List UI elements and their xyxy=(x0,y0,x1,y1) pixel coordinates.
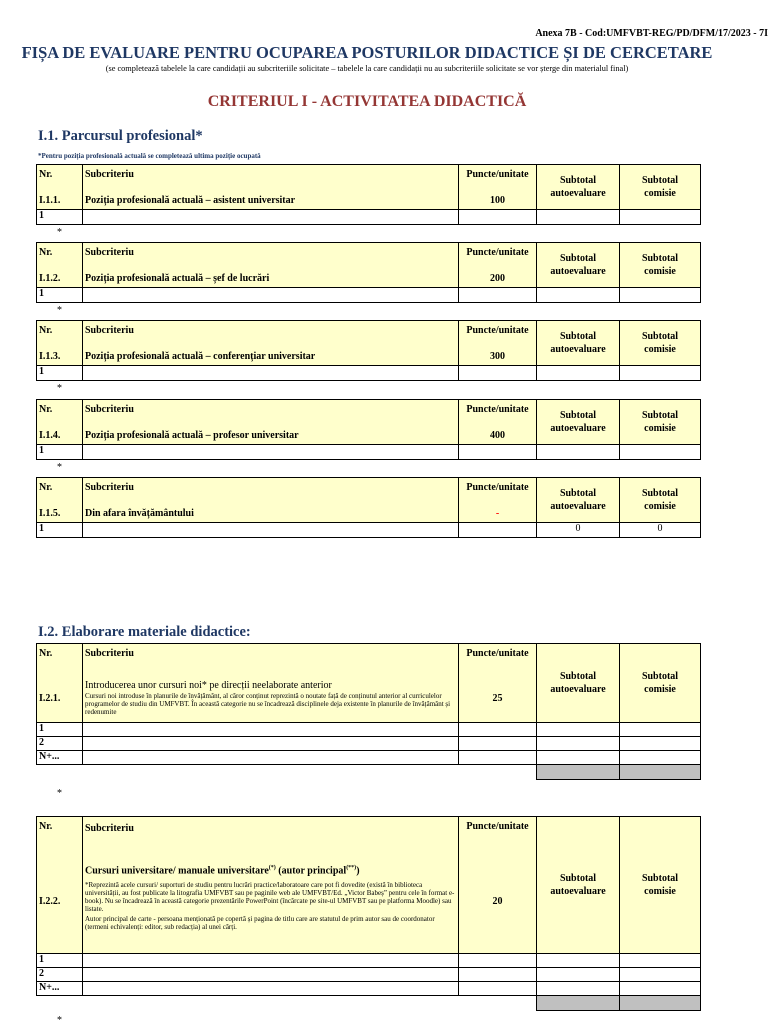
blank-cell xyxy=(459,996,537,1011)
nr-cell xyxy=(37,400,83,445)
row-subcriterion-input[interactable] xyxy=(83,751,459,765)
row-points-input[interactable] xyxy=(459,968,537,982)
asterisk-marker: * xyxy=(57,462,62,473)
subtotal-committee-header: Subtotal comisie xyxy=(620,165,701,210)
row-committee-input[interactable] xyxy=(620,366,701,381)
subtotal-self-header: Subtotal autoevaluare xyxy=(537,817,620,954)
row-committee-input[interactable] xyxy=(620,751,701,765)
subcriterion-title: Poziția profesională actuală – asistent universitar xyxy=(85,195,296,206)
asterisk-marker: * xyxy=(57,1015,62,1026)
row-self-input[interactable] xyxy=(537,737,620,751)
subcriterion-label: Subcriteriu xyxy=(85,648,134,659)
row-subcriterion-input[interactable] xyxy=(83,968,459,982)
row-self-input[interactable] xyxy=(537,954,620,968)
row-points-input[interactable] xyxy=(459,445,537,460)
instruction-note: (se completează tabelele la care candidații au subcriteriile solicitate – tabelele la care candidații nu au subcriteriile solicitate se vor șterge din materialul final) xyxy=(105,64,629,73)
nr-cell xyxy=(37,321,83,366)
row-self-input[interactable] xyxy=(537,288,620,303)
criterion-table-I22 xyxy=(36,816,701,1011)
blank-cell xyxy=(83,765,459,780)
points-cell xyxy=(459,400,537,445)
subtotal-self-total xyxy=(537,765,620,780)
criterion-table-I21 xyxy=(36,643,701,780)
row-committee-input[interactable] xyxy=(620,737,701,751)
subtotal-self-header: Subtotal autoevaluare xyxy=(537,243,620,288)
points-value: - xyxy=(495,508,500,519)
row-self-input[interactable] xyxy=(537,445,620,460)
subcriterion-label: Subcriteriu xyxy=(85,247,134,258)
row-subcriterion-input[interactable] xyxy=(83,210,459,225)
row-number: N+... xyxy=(37,751,83,765)
subcriterion-cell xyxy=(83,321,459,366)
points-label: Puncte/unitate xyxy=(466,482,529,493)
row-number: 1 xyxy=(37,366,83,381)
subtotal-self-header: Subtotal autoevaluare xyxy=(537,165,620,210)
row-committee-input[interactable] xyxy=(620,288,701,303)
criterion-number: I.2.2. xyxy=(39,896,61,907)
row-subcriterion-input[interactable] xyxy=(83,723,459,737)
row-points-input[interactable] xyxy=(459,523,537,538)
points-label: Puncte/unitate xyxy=(466,648,529,659)
nr-label: Nr. xyxy=(39,404,53,415)
nr-cell xyxy=(37,165,83,210)
nr-cell xyxy=(37,478,83,523)
row-self-input[interactable]: 0 xyxy=(537,523,620,538)
row-subcriterion-input[interactable] xyxy=(83,982,459,996)
points-label: Puncte/unitate xyxy=(466,169,529,180)
row-points-input[interactable] xyxy=(459,288,537,303)
subcriterion-label: Subcriteriu xyxy=(85,404,134,415)
subcriterion-cell xyxy=(83,817,459,954)
points-value: 300 xyxy=(490,351,505,362)
row-self-input[interactable] xyxy=(537,751,620,765)
subcriterion-cell xyxy=(83,165,459,210)
row-number: 1 xyxy=(37,723,83,737)
row-committee-input[interactable]: 0 xyxy=(620,523,701,538)
subcriterion-cell xyxy=(83,243,459,288)
subtotal-committee-header: Subtotal comisie xyxy=(620,817,701,954)
subtotal-committee-total xyxy=(620,996,701,1011)
subtotal-committee-header: Subtotal comisie xyxy=(620,400,701,445)
points-value: 25 xyxy=(492,693,503,704)
subcriterion-label: Subcriteriu xyxy=(85,325,134,336)
criterion-number: I.1.4. xyxy=(39,430,61,441)
subcriterion-title: Introducerea unor cursuri noi* pe direcții neelaborate anterior xyxy=(85,680,332,691)
row-subcriterion-input[interactable] xyxy=(83,366,459,381)
row-points-input[interactable] xyxy=(459,723,537,737)
row-subcriterion-input[interactable] xyxy=(83,523,459,538)
row-subcriterion-input[interactable] xyxy=(83,445,459,460)
nr-label: Nr. xyxy=(39,169,53,180)
asterisk-marker: * xyxy=(57,227,62,238)
page-title: FIȘA DE EVALUARE PENTRU OCUPAREA POSTURILOR DIDACTICE ȘI DE CERCETARE xyxy=(21,43,713,62)
blank-cell xyxy=(83,996,459,1011)
nr-cell xyxy=(37,644,83,723)
nr-cell xyxy=(37,243,83,288)
row-number: 1 xyxy=(37,523,83,538)
row-committee-input[interactable] xyxy=(620,445,701,460)
points-value: 400 xyxy=(490,430,505,441)
row-committee-input[interactable] xyxy=(620,723,701,737)
section-heading-professional-path: I.1. Parcursul profesional* xyxy=(38,128,203,144)
section-heading-teaching-materials: I.2. Elaborare materiale didactice: xyxy=(38,624,251,640)
row-number: 1 xyxy=(37,288,83,303)
subtotal-self-header: Subtotal autoevaluare xyxy=(537,400,620,445)
nr-label: Nr. xyxy=(39,648,53,659)
subtotal-self-header: Subtotal autoevaluare xyxy=(537,644,620,723)
asterisk-marker: * xyxy=(57,788,62,799)
subcriterion-cell xyxy=(83,400,459,445)
criterion-number: I.1.5. xyxy=(39,508,61,519)
asterisk-marker: * xyxy=(57,383,62,394)
row-number: 1 xyxy=(37,210,83,225)
subtotal-self-total xyxy=(537,996,620,1011)
row-number: N+... xyxy=(37,982,83,996)
points-label: Puncte/unitate xyxy=(466,325,529,336)
criterion-table-I14 xyxy=(36,399,701,460)
row-committee-input[interactable] xyxy=(620,210,701,225)
nr-label: Nr. xyxy=(39,325,53,336)
row-subcriterion-input[interactable] xyxy=(83,737,459,751)
subtotal-self-header: Subtotal autoevaluare xyxy=(537,321,620,366)
subtotal-committee-total xyxy=(620,765,701,780)
row-number: 1 xyxy=(37,445,83,460)
row-committee-input[interactable] xyxy=(620,968,701,982)
subtotal-self-header: Subtotal autoevaluare xyxy=(537,478,620,523)
points-value: 20 xyxy=(492,896,503,907)
row-number: 2 xyxy=(37,968,83,982)
subcriterion-title: Din afara învățământului xyxy=(85,508,194,519)
row-self-input[interactable] xyxy=(537,982,620,996)
subcriterion-description: Cursuri noi introduse în planurile de învățământ, al căror conținut reprezintă o noutate față de conținutul anterior al curriculelor programelor de studiu din UMFVBT. În această categorie nu se încadrează disciplinele deja existente în planurile de învățământ și redenumite xyxy=(85,692,451,716)
subcriterion-title: Poziția profesională actuală – conferențiar universitar xyxy=(85,351,316,362)
criterion-table-I15 xyxy=(36,477,701,538)
criterion-heading: CRITERIUL I - ACTIVITATEA DIDACTICĂ xyxy=(207,93,527,110)
criterion-table-I13 xyxy=(36,320,701,381)
subtotal-committee-header: Subtotal comisie xyxy=(620,644,701,723)
points-cell xyxy=(459,478,537,523)
section-footnote: *Pentru poziția profesională actuală se completează ultima poziție ocupată xyxy=(38,152,261,160)
subtotal-committee-header: Subtotal comisie xyxy=(620,478,701,523)
subcriterion-description: *Reprezintă acele cursuri/ suporturi de studiu pentru lucrări practice/laboratoare care pot fi dovedite (există în biblioteca universității, au fost publicate la litografia UMFVBT sau pe paginile web ale UMFVBT/Ed. „Victor Babeș” pentru cele în format e-book). Nu se încadrează în această categorie prezentările PowerPoint (încărcate pe site-ul UMFVBT sau pe platforma Moodle) sau listate. xyxy=(85,881,455,913)
points-value: 100 xyxy=(490,195,505,206)
points-cell xyxy=(459,321,537,366)
points-cell xyxy=(459,165,537,210)
points-value: 200 xyxy=(490,273,505,284)
subcriterion-cell xyxy=(83,478,459,523)
row-self-input[interactable] xyxy=(537,366,620,381)
row-points-input[interactable] xyxy=(459,982,537,996)
asterisk-marker: * xyxy=(57,305,62,316)
criterion-number: I.2.1. xyxy=(39,693,61,704)
subcriterion-label: Subcriteriu xyxy=(85,823,134,834)
points-cell xyxy=(459,817,537,954)
blank-cell xyxy=(37,996,83,1011)
subcriterion-title: Poziția profesională actuală – profesor universitar xyxy=(85,430,299,441)
row-number: 2 xyxy=(37,737,83,751)
points-label: Puncte/unitate xyxy=(466,247,529,258)
criterion-table-I12 xyxy=(36,242,701,303)
points-cell xyxy=(459,243,537,288)
criterion-number: I.1.1. xyxy=(39,195,61,206)
nr-label: Nr. xyxy=(39,821,53,832)
nr-cell xyxy=(37,817,83,954)
criterion-number: I.1.3. xyxy=(39,351,61,362)
subcriterion-label: Subcriteriu xyxy=(85,169,134,180)
row-number: 1 xyxy=(37,954,83,968)
row-subcriterion-input[interactable] xyxy=(83,288,459,303)
row-subcriterion-input[interactable] xyxy=(83,954,459,968)
nr-label: Nr. xyxy=(39,482,53,493)
subcriterion-cell xyxy=(83,644,459,723)
row-self-input[interactable] xyxy=(537,210,620,225)
points-cell xyxy=(459,644,537,723)
row-self-input[interactable] xyxy=(537,723,620,737)
points-label: Puncte/unitate xyxy=(466,404,529,415)
row-points-input[interactable] xyxy=(459,737,537,751)
subtotal-committee-header: Subtotal comisie xyxy=(620,243,701,288)
subcriterion-description-author: Autor principal de carte - persoana menționată pe copertă și pagina de titlu care are statutul de prim autor sau de coordonator (termeni echivalenți: editor, sub redacția) al unei cărți. xyxy=(85,915,435,931)
subtotal-committee-header: Subtotal comisie xyxy=(620,321,701,366)
row-points-input[interactable] xyxy=(459,751,537,765)
row-self-input[interactable] xyxy=(537,968,620,982)
criterion-number: I.1.2. xyxy=(39,273,61,284)
annex-code: Anexa 7B - Cod:UMFVBT-REG/PD/DFM/17/2023 - 7I xyxy=(535,28,768,39)
points-label: Puncte/unitate xyxy=(466,821,529,832)
row-committee-input[interactable] xyxy=(620,982,701,996)
blank-cell xyxy=(37,765,83,780)
blank-cell xyxy=(459,765,537,780)
subcriterion-title: Poziția profesională actuală – șef de lucrări xyxy=(85,273,270,284)
row-points-input[interactable] xyxy=(459,954,537,968)
criterion-table-I11 xyxy=(36,164,701,225)
row-points-input[interactable] xyxy=(459,210,537,225)
row-committee-input[interactable] xyxy=(620,954,701,968)
subcriterion-label: Subcriteriu xyxy=(85,482,134,493)
nr-label: Nr. xyxy=(39,247,53,258)
subcriterion-title: Cursuri universitare/ manuale universitare(*) (autor principal(**)) xyxy=(85,865,360,877)
row-points-input[interactable] xyxy=(459,366,537,381)
